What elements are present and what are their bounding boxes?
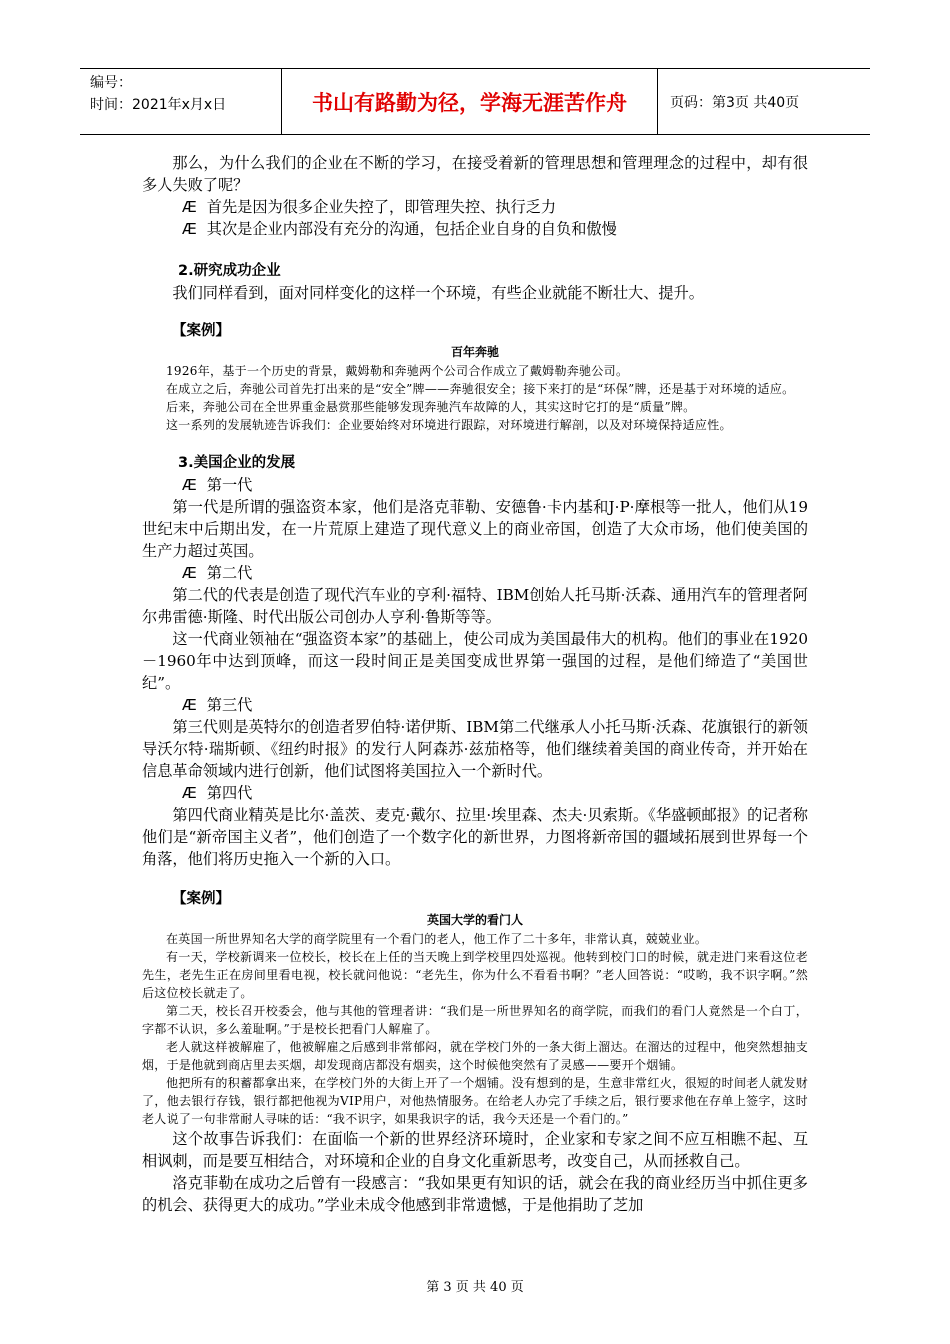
- gen-4-label: 第四代: [206, 784, 253, 802]
- gen-4-text: 第四代商业精英是比尔·盖茨、麦克·戴尔、拉里·埃里森、杰夫·贝索斯。《华盛顿邮报》的记者称他们是“新帝国主义者”，他们创造了一个数字化的新世界，力图将新帝国的疆域拓展到世界每一个角落，他们将历史拖入一个新的入口。: [142, 806, 808, 868]
- case-label: 【案例】: [172, 323, 230, 339]
- case-1-title: 百年奔驰: [450, 345, 499, 359]
- intro-paragraph: 那么，为什么我们的企业在不断的学习，在接受着新的管理思想和管理理念的过程中，却有很多人失败了呢？: [142, 154, 808, 194]
- lesson-paragraph: 这个故事告诉我们：在面临一个新的世界经济环境时，企业家和专家之间不应互相瞧不起、互相讽刺，而是要互相结合，对环境和企业的自身文化重新思考，改变自己，从而拯救自己。: [142, 1130, 808, 1170]
- case-2-paragraph: 老人就这样被解雇了，他被解雇之后感到非常郁闷，就在学校门外的一条大街上溜达。在溜达的过程中，他突然想抽支烟，于是他就到商店里去买烟，却发现商店都没有烟卖，这个时候他突然有了灵感——要开个烟铺。: [142, 1040, 808, 1072]
- case-2-title: 英国大学的看门人: [426, 913, 523, 927]
- gen-3-text: 第三代则是英特尔的创造者罗伯特·诺伊斯、IBM第二代继承人小托马斯·沃森、花旗银行的新领导沃尔特·瑞斯顿、《纽约时报》的发行人阿森苏·兹茄格等，他们继续着美国的商业传奇，并开始在信息革命领域内进行创新，他们试图将美国拉入一个新时代。: [142, 718, 808, 780]
- gen-1-label: 第一代: [206, 476, 253, 494]
- case-2-paragraph: 在英国一所世界知名大学的商学院里有一个看门的老人，他工作了二十多年，非常认真，兢兢业业。: [166, 932, 708, 946]
- section-2-paragraph: 我们同样看到，面对同样变化的这样一个环境，有些企业就能不断壮大、提升。: [172, 284, 704, 302]
- case-2-paragraph: 第二天，校长召开校委会，他与其他的管理者讲：“我们是一所世界知名的商学院，而我们的看门人竟然是一个白丁，字都不认识，多么羞耻啊。”于是校长把看门人解雇了。: [142, 1004, 808, 1036]
- gen-3-label: 第三代: [206, 696, 253, 714]
- header-page-info: 页码：第3页 共40页: [670, 94, 800, 111]
- rockefeller-paragraph: 洛克菲勒在成功之后曾有一段感言：“我如果更有知识的话，就会在我的商业经历当中抓住更多的机会、获得更大的成功。”学业未成令他感到非常遗憾，于是他捐助了芝加: [142, 1174, 808, 1214]
- header-meta: [80, 69, 282, 134]
- gen-2-text-2: 这一代商业领袖在“强盗资本家”的基础上，使公司成为美国最伟大的机构。他们的事业在1920－1960年中达到顶峰，而这一段时间正是美国变成世界第一强国的过程，是他们缔造了“美国世纪”。: [142, 630, 808, 692]
- bullet-marker-icon: Æ: [182, 220, 197, 238]
- generation-label: [142, 562, 808, 584]
- case-1-paragraph: 1926年，基于一个历史的背景，戴姆勒和奔驰两个公司合作成立了戴姆勒奔驰公司。: [166, 364, 629, 378]
- bullet-marker-icon: Æ: [182, 564, 197, 582]
- gen-2-text-1: 第二代的代表是创造了现代汽车业的亨利·福特、IBM创始人托马斯·沃森、通用汽车的管理者阿尔弗雷德·斯隆、时代出版公司创办人亨利·鲁斯等等。: [142, 586, 808, 626]
- gen-1-text: 第一代是所谓的强盗资本家，他们是洛克菲勒、安德鲁·卡内基和J·P·摩根等一批人，他们从19世纪末中后期出发，在一片荒原上建造了现代意义上的商业帝国，创造了大众市场，他们使美国的生产力超过英国。: [142, 498, 808, 560]
- page-header: [80, 68, 870, 135]
- case-2-paragraph: 有一天，学校新调来一位校长，校长在上任的当天晚上到学校里四处巡视。他转到校门口的时候，就走进门来看这位老先生，老先生正在房间里看电视，校长就问他说：“老先生，你为什么不看看书啊？”老人回答说：“哎哟，我不识字啊。”然后这位校长就走了。: [142, 950, 808, 1000]
- bullet-item: [142, 196, 808, 218]
- case-label: 【案例】: [172, 891, 230, 907]
- reason-2: 其次是企业内部没有充分的沟通，包括企业自身的自负和傲慢: [206, 220, 617, 238]
- bullet-marker-icon: Æ: [182, 476, 197, 494]
- section-2-heading: 2.研究成功企业: [178, 263, 281, 279]
- gen-2-label: 第二代: [206, 564, 253, 582]
- reason-1: 首先是因为很多企业失控了，即管理失控、执行乏力: [206, 198, 557, 216]
- document-body: [142, 152, 808, 1216]
- generation-label: [142, 694, 808, 716]
- section-3-heading: 3.美国企业的发展: [178, 455, 296, 471]
- case-2-paragraph: 他把所有的积蓄都拿出来，在学校门外的大街上开了一个烟铺。没有想到的是，生意非常红火，很短的时间老人就发财了，他去银行存钱，银行都把他视为VIP用户，对他热情服务。在给老人办完了手续之后，银行要求他在存单上签字，这时老人说了一句非常耐人寻味的话：“我不识字，如果我识字的话，我今天还是一个看门的。”: [142, 1076, 808, 1126]
- bullet-marker-icon: Æ: [182, 198, 197, 216]
- bullet-marker-icon: Æ: [182, 696, 197, 714]
- case-1-paragraph: 这一系列的发展轨迹告诉我们：企业要始终对环境进行跟踪，对环境进行解剖，以及对环境保持适应性。: [166, 418, 732, 432]
- time-label: 时间：2021年x月x日: [90, 97, 227, 113]
- case-1-paragraph: 在成立之后，奔驰公司首先打出来的是“安全”牌——奔驰很安全；接下来打的是“环保”牌，还是基于对环境的适应。: [166, 382, 795, 396]
- generation-label: [142, 474, 808, 496]
- case-1-paragraph: 后来，奔驰公司在全世界重金悬赏那些能够发现奔驰汽车故障的人，其实这时它打的是“质量”牌。: [166, 400, 696, 414]
- bullet-marker-icon: Æ: [182, 784, 197, 802]
- bullet-item: [142, 218, 808, 240]
- number-label: 编号：: [90, 75, 132, 91]
- generation-label: [142, 782, 808, 804]
- page-footer: 第 3 页 共 40 页: [426, 1280, 524, 1295]
- header-slogan: 书山有路勤为径，学海无涯苦作舟: [282, 69, 658, 134]
